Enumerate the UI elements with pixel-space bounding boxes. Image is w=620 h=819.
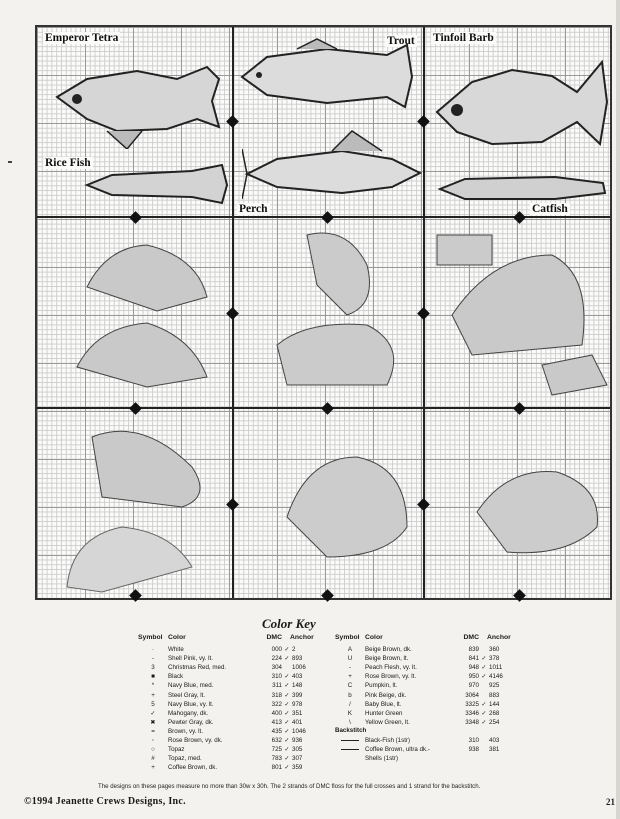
fish-label-perch: Perch — [239, 203, 268, 215]
dmc-number: 970 — [468, 682, 479, 690]
color-key-row — [335, 645, 515, 654]
header-color: Color — [365, 634, 383, 641]
color-name: Pink Beige, dk. — [365, 691, 407, 699]
color-symbol: = — [151, 727, 155, 735]
anchor-number: 305 — [292, 746, 303, 754]
dmc-number: 632 — [271, 736, 282, 744]
anchor-number: 268 — [489, 709, 500, 717]
shell-pattern-2 — [267, 225, 417, 395]
header-symbol: Symbol — [138, 634, 163, 641]
anchor-number: 1011 — [489, 664, 503, 672]
color-symbol: C — [347, 682, 353, 690]
dmc-number: 311 — [272, 682, 282, 690]
shell-pattern-1 — [67, 227, 217, 397]
color-key-row — [138, 681, 318, 690]
color-key-row — [138, 754, 318, 763]
backstitch-rows — [335, 736, 515, 763]
color-symbol: # — [151, 755, 155, 763]
dmc-number: 304 — [271, 664, 282, 672]
backstitch-line-symbol — [335, 737, 365, 744]
anchor-number: 381 — [489, 746, 500, 754]
color-symbol: 5 — [151, 700, 155, 708]
color-name: Baby Blue, lt. — [365, 700, 402, 708]
color-name: Coffee Brown, dk. — [168, 764, 218, 772]
anchor-number: 399 — [292, 691, 303, 699]
dmc-number: 3348 — [465, 718, 479, 726]
rice-fish-pattern — [82, 159, 232, 209]
color-key-row — [335, 690, 515, 699]
color-symbol: + — [348, 673, 352, 681]
tinfoil-barb-pattern — [432, 52, 612, 157]
color-symbol: ■ — [151, 673, 155, 681]
anchor-number: 936 — [292, 736, 303, 744]
check-mark: ✓ — [284, 764, 290, 772]
color-name: Topaz, med. — [168, 755, 202, 763]
color-name: Navy Blue, med. — [168, 682, 214, 690]
check-mark: ✓ — [481, 673, 487, 681]
color-name: Shell Pink, vy. lt. — [168, 655, 213, 663]
dmc-number: 3325 — [465, 700, 479, 708]
anchor-number: 307 — [292, 755, 303, 763]
color-key-row — [138, 700, 318, 709]
perch-pattern — [242, 129, 422, 204]
shell-pattern-4 — [62, 417, 222, 597]
color-key-right-column — [335, 634, 515, 763]
check-mark: ✓ — [284, 655, 290, 663]
color-symbol: · — [151, 646, 155, 654]
header-anchor: Anchor — [487, 634, 511, 641]
color-key-row — [335, 654, 515, 663]
color-name: Steel Gray, lt. — [168, 691, 206, 699]
page-edge — [616, 0, 620, 819]
check-mark: ✓ — [481, 664, 487, 672]
shell-pattern-5 — [277, 447, 417, 567]
color-symbol: * — [151, 682, 155, 690]
dmc-number: 3346 — [465, 709, 479, 717]
fish-label-catfish: Catfish — [532, 203, 568, 215]
color-name: Topaz — [168, 746, 185, 754]
center-marker-diamond — [321, 211, 334, 224]
color-symbol: A — [347, 646, 353, 654]
anchor-number: 925 — [489, 682, 500, 690]
center-marker-diamond — [129, 211, 142, 224]
color-symbol: ◦ — [151, 736, 155, 744]
anchor-number: 351 — [292, 709, 303, 717]
color-key-row — [335, 672, 515, 681]
fish-label-tinfoil-barb: Tinfoil Barb — [433, 32, 494, 44]
color-key-row — [138, 709, 318, 718]
color-name: Black — [168, 673, 184, 681]
center-marker-diamond — [513, 211, 526, 224]
center-marker-diamond — [417, 498, 430, 511]
backstitch-name: Shells (1str) — [365, 755, 399, 763]
line-icon — [341, 749, 359, 750]
color-symbol: \ — [349, 718, 351, 726]
dmc-number: 841 — [468, 655, 479, 663]
color-key-row — [138, 745, 318, 754]
dmc-number: 3064 — [465, 691, 479, 699]
center-marker-diamond — [226, 307, 239, 320]
backstitch-line-symbol — [335, 746, 365, 753]
header-anchor: Anchor — [290, 634, 314, 641]
backstitch-name: Black-Fish (1str) — [365, 736, 411, 744]
anchor-number: 360 — [489, 646, 500, 654]
fish-label-trout: Trout — [387, 35, 415, 47]
anchor-number: 1006 — [292, 664, 306, 672]
color-key-header — [335, 634, 515, 645]
color-name: Pumpkin, lt. — [365, 682, 398, 690]
dmc-number: 413 — [271, 718, 282, 726]
anchor-number: 403 — [489, 736, 500, 744]
color-key-right-rows — [335, 645, 515, 727]
check-mark: ✓ — [284, 646, 290, 654]
dmc-number: 318 — [271, 691, 282, 699]
check-mark: ✓ — [481, 709, 487, 717]
center-marker-diamond — [513, 589, 526, 602]
check-mark: ✓ — [481, 718, 487, 726]
check-mark: ✓ — [284, 700, 290, 708]
anchor-number: 2 — [292, 646, 296, 654]
anchor-number: 4146 — [489, 673, 503, 681]
shell-pattern-6 — [467, 452, 607, 562]
dmc-number: 310 — [271, 673, 282, 681]
color-symbol: / — [349, 700, 351, 708]
color-symbol: b — [348, 691, 352, 699]
header-dmc: DMC — [266, 634, 282, 641]
color-name: White — [168, 646, 184, 654]
dmc-number: 322 — [271, 700, 282, 708]
color-key-left-rows — [138, 645, 318, 772]
color-name: Rose Brown, vy. lt. — [365, 673, 417, 681]
anchor-number: 401 — [292, 718, 303, 726]
color-name: Navy Blue, vy. lt. — [168, 700, 214, 708]
color-key-left-column — [138, 634, 318, 772]
copyright: ©1994 Jeanette Crews Designs, Inc. — [24, 796, 186, 807]
check-mark: ✓ — [284, 682, 290, 690]
dmc-number: 310 — [468, 736, 479, 744]
color-name: Beige Brown, lt. — [365, 655, 409, 663]
anchor-number: 893 — [292, 655, 303, 663]
backstitch-name: Coffee Brown, ultra dk.- — [365, 746, 430, 754]
anchor-number: 148 — [292, 682, 303, 690]
color-key-header — [138, 634, 318, 645]
color-symbol: ✓ — [150, 709, 156, 717]
anchor-number: 883 — [489, 691, 500, 699]
center-marker-diamond — [417, 115, 430, 128]
fish-label-emperor-tetra: Emperor Tetra — [45, 32, 119, 44]
color-key-row — [138, 727, 318, 736]
catfish-pattern — [435, 167, 610, 207]
check-mark: ✓ — [284, 746, 290, 754]
color-key-row — [138, 736, 318, 745]
color-name: Brown, vy. lt. — [168, 727, 203, 735]
dmc-number: 783 — [271, 755, 282, 763]
dmc-number: 400 — [271, 709, 282, 717]
dmc-number: 000 — [271, 646, 282, 654]
color-key-row — [138, 654, 318, 663]
check-mark: ✓ — [284, 718, 290, 726]
dmc-number: 938 — [468, 746, 479, 754]
center-marker-diamond — [226, 498, 239, 511]
color-name: Hunter Green — [365, 709, 403, 717]
shell-pattern-3 — [432, 225, 612, 405]
dmc-number: 224 — [271, 655, 282, 663]
color-key-row — [138, 763, 318, 772]
color-key-row — [335, 709, 515, 718]
center-marker-diamond — [321, 402, 334, 415]
check-mark: ✓ — [284, 755, 290, 763]
color-name: Mahogany, dk. — [168, 709, 209, 717]
color-key-row — [138, 672, 318, 681]
line-icon — [341, 740, 359, 741]
color-symbol: ✖ — [150, 718, 156, 726]
color-key-row — [138, 645, 318, 654]
check-mark: ✓ — [284, 673, 290, 681]
color-key-title: Color Key — [262, 616, 316, 631]
color-name: Yellow Green, lt. — [365, 718, 410, 726]
anchor-number: 254 — [489, 718, 500, 726]
color-name: Beige Brown, dk. — [365, 646, 412, 654]
backstitch-row — [335, 745, 515, 754]
anchor-number: 144 — [489, 700, 500, 708]
center-marker-diamond — [321, 589, 334, 602]
anchor-number: 403 — [292, 673, 303, 681]
page-number: 21 — [606, 797, 615, 807]
anchor-number: 378 — [489, 655, 500, 663]
center-marker-diamond — [226, 115, 239, 128]
check-mark: ✓ — [284, 727, 290, 735]
color-key-row — [335, 681, 515, 690]
center-marker-diamond — [417, 307, 430, 320]
dmc-number: 801 — [271, 764, 282, 772]
header-dmc: DMC — [463, 634, 479, 641]
dmc-number: 950 — [468, 673, 479, 681]
dmc-number: 839 — [468, 646, 479, 654]
check-mark: ✓ — [481, 655, 487, 663]
header-symbol: Symbol — [335, 634, 360, 641]
color-symbol: - — [151, 655, 155, 663]
check-mark: ✓ — [481, 700, 487, 708]
dmc-number: 435 — [271, 727, 282, 735]
footnote: The designs on these pages measure no more than 30w x 30h. The 2 strands of DMC floss for the full crosses and 1 strand for the backstitch. — [98, 783, 481, 790]
color-key-row — [138, 690, 318, 699]
header-color: Color — [168, 634, 186, 641]
check-mark: ✓ — [284, 736, 290, 744]
check-mark: ✓ — [284, 709, 290, 717]
center-marker-diamond — [129, 402, 142, 415]
anchor-number: 1046 — [292, 727, 306, 735]
backstitch-row — [335, 754, 515, 763]
color-name: Christmas Red, med. — [168, 664, 227, 672]
color-key-row — [138, 718, 318, 727]
color-key-row — [335, 718, 515, 727]
margin-mark — [8, 161, 12, 163]
color-name: Pewter Gray, dk. — [168, 718, 214, 726]
check-mark: ✓ — [284, 691, 290, 699]
emperor-tetra-pattern — [47, 49, 227, 149]
color-symbol: 3 — [151, 664, 155, 672]
fish-label-rice-fish: Rice Fish — [45, 157, 91, 169]
color-symbol: + — [151, 691, 155, 699]
color-symbol: + — [151, 764, 155, 772]
color-name: Peach Flesh, vy. lt. — [365, 664, 417, 672]
backstitch-row — [335, 736, 515, 745]
color-name: Rose Brown, vy. dk. — [168, 736, 223, 744]
color-key-row — [138, 663, 318, 672]
dmc-number: 725 — [271, 746, 282, 754]
color-symbol: ○ — [151, 746, 155, 754]
cross-stitch-chart — [35, 25, 612, 600]
color-key-row — [335, 663, 515, 672]
color-symbol: - — [348, 664, 352, 672]
trout-pattern — [237, 37, 417, 117]
backstitch-title: Backstitch — [335, 726, 367, 734]
dmc-number: 948 — [468, 664, 479, 672]
anchor-number: 978 — [292, 700, 303, 708]
anchor-number: 359 — [292, 764, 303, 772]
color-symbol: U — [347, 655, 353, 663]
color-key-row — [335, 700, 515, 709]
color-symbol: K — [347, 709, 353, 717]
